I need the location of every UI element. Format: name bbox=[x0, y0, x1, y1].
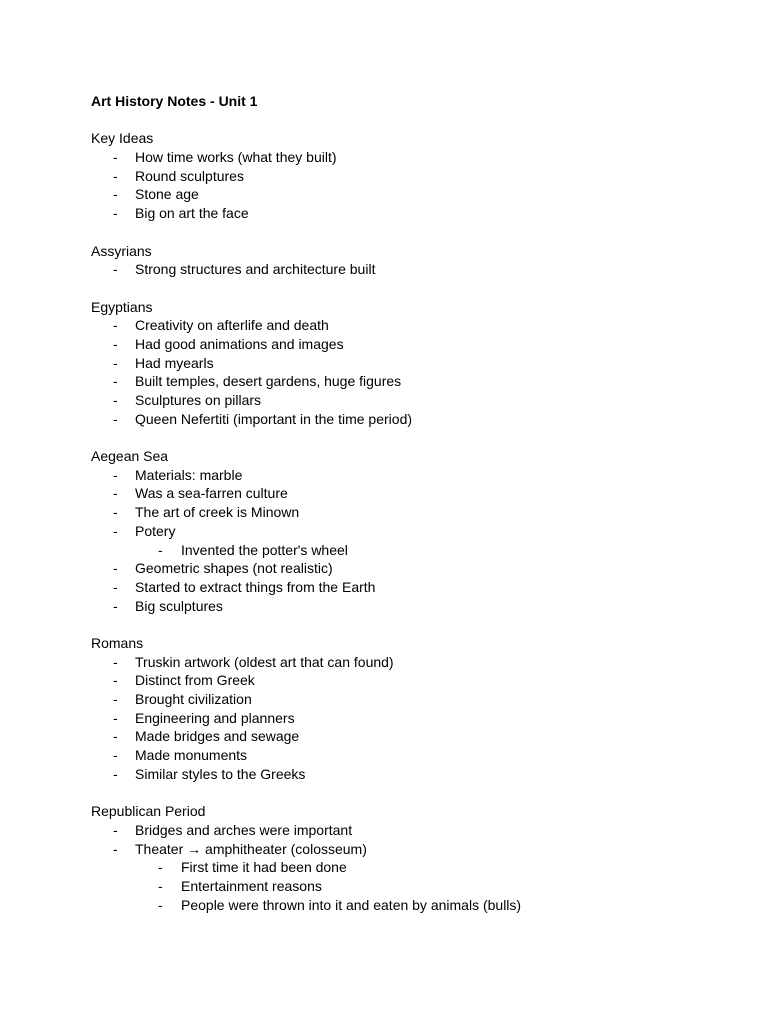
list-item bbox=[91, 559, 731, 578]
list-item bbox=[91, 690, 731, 709]
bullet-dash: - bbox=[113, 504, 118, 521]
list-item bbox=[91, 653, 731, 672]
section bbox=[91, 447, 731, 615]
list-item bbox=[91, 896, 731, 915]
list-item bbox=[91, 671, 731, 690]
bullet-dash: - bbox=[113, 747, 118, 764]
list-item bbox=[91, 185, 731, 204]
list-item-text: Strong structures and architecture built bbox=[135, 261, 376, 278]
bullet-dash: - bbox=[113, 149, 118, 166]
section-heading: Key Ideas bbox=[91, 130, 154, 147]
bullet-dash: - bbox=[113, 522, 118, 539]
list-item-text: Invented the potter's wheel bbox=[181, 541, 348, 558]
list-item-text: Creativity on afterlife and death bbox=[135, 317, 329, 334]
bullet-dash: - bbox=[113, 728, 118, 745]
document-body bbox=[91, 92, 731, 933]
list-item-text: Round sculptures bbox=[135, 167, 244, 184]
list-item bbox=[91, 821, 731, 840]
list-item bbox=[91, 410, 731, 429]
list-item-text: Potery bbox=[135, 522, 176, 539]
bullet-dash: - bbox=[113, 709, 118, 726]
bullet-dash: - bbox=[113, 335, 118, 352]
list-item-text: Had myearls bbox=[135, 354, 214, 371]
list-item-text: Distinct from Greek bbox=[135, 672, 255, 689]
bullet-dash: - bbox=[113, 261, 118, 278]
list-item-text: Queen Nefertiti (important in the time period) bbox=[135, 410, 413, 427]
list-item-text: How time works (what they built) bbox=[135, 149, 337, 166]
bullet-dash: - bbox=[113, 373, 118, 390]
section bbox=[91, 802, 731, 914]
bullet-dash: - bbox=[113, 186, 118, 203]
list-item-text: Brought civilization bbox=[135, 691, 252, 707]
list-item bbox=[91, 522, 731, 541]
section bbox=[91, 129, 731, 222]
bullet-dash: - bbox=[113, 672, 118, 689]
list-item bbox=[91, 858, 731, 877]
bullet-dash: - bbox=[158, 877, 163, 894]
list-item-text: The art of creek is Minown bbox=[135, 504, 300, 521]
list-item bbox=[91, 484, 731, 503]
list-item bbox=[91, 335, 731, 354]
list-item bbox=[91, 597, 731, 616]
list-item bbox=[91, 167, 731, 186]
list-item-text: First time it had been done bbox=[181, 859, 347, 876]
list-item-text: Similar styles to the Greeks bbox=[135, 765, 306, 782]
bullet-dash: - bbox=[113, 691, 118, 707]
list-item bbox=[91, 466, 731, 485]
list-item-text: Sculptures on pillars bbox=[135, 392, 262, 408]
list-item bbox=[91, 541, 731, 560]
bullet-dash: - bbox=[113, 597, 118, 614]
list-item bbox=[91, 877, 731, 896]
bullet-dash: - bbox=[113, 578, 118, 595]
list-item bbox=[91, 372, 731, 391]
bullet-dash: - bbox=[113, 821, 118, 838]
list-item bbox=[91, 578, 731, 597]
list-item bbox=[91, 391, 731, 410]
bullet-dash: - bbox=[113, 167, 118, 184]
bullet-dash: - bbox=[113, 410, 118, 427]
list-item bbox=[91, 746, 731, 765]
bullet-dash: - bbox=[113, 840, 118, 857]
list-item-text: Built temples, desert gardens, huge figures bbox=[135, 373, 402, 390]
list-item bbox=[91, 260, 731, 279]
section bbox=[91, 242, 731, 279]
bullet-dash: - bbox=[158, 896, 163, 913]
list-item bbox=[91, 316, 731, 335]
bullet-dash: - bbox=[113, 354, 118, 371]
list-item bbox=[91, 727, 731, 746]
list-item bbox=[91, 148, 731, 167]
bullet-dash: - bbox=[113, 560, 118, 577]
list-item-text: Made monuments bbox=[135, 747, 248, 764]
bullet-dash: - bbox=[113, 205, 118, 222]
list-item-text: Had good animations and images bbox=[135, 335, 344, 352]
list-item-text: Big on art the face bbox=[135, 205, 249, 222]
bullet-dash: - bbox=[113, 392, 118, 408]
list-item-text: People were thrown into it and eaten by animals (bulls) bbox=[181, 896, 522, 913]
list-item-text: Theater → amphitheater (colosseum) bbox=[135, 840, 367, 857]
list-item bbox=[91, 503, 731, 522]
bullet-dash: - bbox=[113, 653, 118, 670]
list-item-text: Stone age bbox=[135, 186, 199, 203]
bullet-dash: - bbox=[158, 541, 163, 558]
document-title: Art History Notes - Unit 1 bbox=[91, 93, 258, 109]
sections-container bbox=[91, 129, 731, 914]
bullet-dash: - bbox=[113, 466, 118, 483]
bullet-dash: - bbox=[113, 317, 118, 334]
section-heading: Romans bbox=[91, 634, 144, 651]
section-heading: Egyptians bbox=[91, 298, 153, 315]
section bbox=[91, 634, 731, 784]
section-heading: Republican Period bbox=[91, 803, 206, 820]
section-heading: Aegean Sea bbox=[91, 448, 169, 465]
section bbox=[91, 298, 731, 429]
list-item bbox=[91, 204, 731, 223]
list-item-text: Materials: marble bbox=[135, 466, 243, 483]
bullet-dash: - bbox=[158, 859, 163, 876]
list-item-text: Engineering and planners bbox=[135, 709, 295, 726]
list-item bbox=[91, 354, 731, 373]
list-item-text: Made bridges and sewage bbox=[135, 728, 300, 745]
list-item-text: Big sculptures bbox=[135, 597, 223, 614]
list-item-text: Geometric shapes (not realistic) bbox=[135, 560, 333, 577]
list-item-text: Bridges and arches were important bbox=[135, 821, 353, 838]
list-item-text: Started to extract things from the Earth bbox=[135, 578, 376, 595]
bullet-dash: - bbox=[113, 765, 118, 782]
list-item-text: Was a sea-farren culture bbox=[135, 485, 288, 502]
section-heading: Assyrians bbox=[91, 242, 152, 259]
list-item-text: Truskin artwork (oldest art that can found) bbox=[135, 653, 394, 670]
list-item bbox=[91, 709, 731, 728]
list-item bbox=[91, 765, 731, 784]
list-item-text: Entertainment reasons bbox=[181, 877, 322, 894]
bullet-dash: - bbox=[113, 485, 118, 502]
list-item bbox=[91, 840, 731, 859]
